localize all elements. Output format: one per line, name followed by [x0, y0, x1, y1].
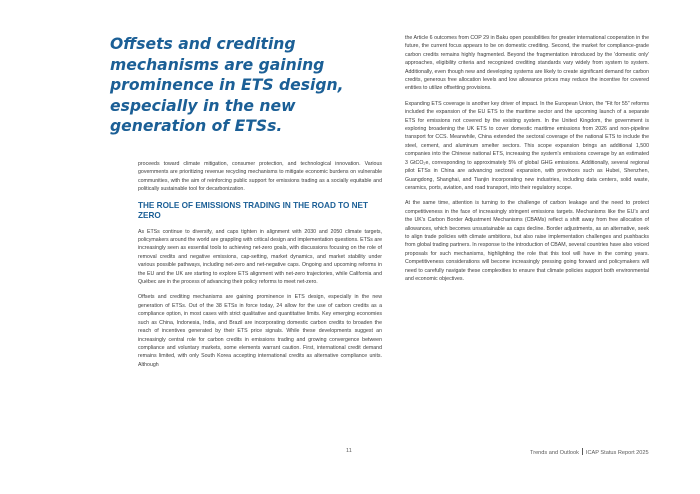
footer-report: ICAP Status Report 2025 [585, 450, 649, 456]
footer-section: Trends and Outlook [530, 450, 579, 456]
paragraph-leakage: At the same time, attention is turning to the challenge of carbon leakage and the need to protect competitiveness in the face of increasingly stringent emissions targets. Mechanisms like the EU's and the UK's Carbon Border Adjustment Mechanisms (CBAMs) reflect a shift away from free allocation of allowances, which becomes unsustainable as caps decline. Border adjustments, as an alternative, seek to align trade policies with climate ambitions, but also raise implementation challenges and pushbacks from global trading partners. In response to the introduction of CBAM, several countries have also voiced proposals for such mechanisms, highlighting the role that this tool will have in the coming years. Competitiveness considerations will become increasingly pressing going forward and policymakers will need to carefully navigate these complexities to ensure that climate policies support both environmental and economic objectives. [405, 200, 649, 282]
footer-divider [582, 448, 583, 455]
paragraph-article-6: the Article 6 outcomes from COP 29 in Baku open possibilities for greater international cooperation in the future, the current focus appears to be on domestic crediting. Second, the market for compliance-grade carbon credits remains highly fragmented. Beyond the fragmentation introduced by the 'domestic only' approaches, eligibility criteria and recognized crediting standards vary widely from system to system. Additionally, even though new and developing systems are likely to create significant demand for carbon credits, generous free allocation levels and low allowance prices may reduce the incentive for covered entities to utilize offsetting provisions. [405, 35, 649, 92]
page-number: 11 [346, 448, 352, 454]
paragraph-coverage: Expanding ETS coverage is another key driver of impact. In the European Union, the "Fit for 55" reforms included the expansion of the EU ETS to the maritime sector and the upcoming launch of a separate ETS for emissions not covered by the existing system. In the United Kingdom, the government is exploring broadening the UK ETS to cover domestic maritime emissions from 2026 and non-pipeline transport for CCS. Meanwhile, China extended the sectoral coverage of the national ETS to include the steel, cement, and aluminum smelter sectors. This scope expansion brings an additional 1,500 companies into the Chinese national ETS, increasing the system's emissions coverage by an estimated 3 GtCO₂e, corresponding to approximately 5% of global GHG emissions. Additionally, several regional pilot ETSs in China are advancing sectoral expansion, with provinces such as Hubei, Shenzhen, Guangdong, Shanghai, and Tianjin incorporating new industries, including data centers, solid waste, ceramics, ports, aviation, and road transport, into their regulatory scope. [405, 100, 649, 191]
paragraph-offsets: Offsets and crediting mechanisms are gaining prominence in ETS design, especially in the new generation of ETSs. Out of the 38 ETSs in force today, 24 allow for the use of carbon credits as a compliance option, in most cases with strict qualitative and quantitative limits. Key emerging economies such as China, Indonesia, India, and Brazil are incorporating domestic carbon credits to broaden the reach of incentives generated by their ETS price signals. While these developments suggest an increasingly central role for carbon credits in emissions trading and growing convergence between compliance and voluntary markets, some elements warrant caution. First, international credit demand remains limited, with only South Korea accepting international credits as alternative compliance units. Although [138, 294, 382, 368]
paragraph-net-zero: As ETSs continue to diversify, and caps tighten in alignment with 2030 and 2050 climate targets, policymakers around the world are grappling with critical design and implementation questions. ETSs are increasingly seen as essential tools to achieving net-zero goals, with discussions focusing on the role of removal credits and negative emissions, cap-setting, market dynamics, and market stability under various possible pathways, including net-zero and net-negative caps. Ongoing and upcoming reforms in the EU and the UK are starting to explore ETS alignment with net-zero trajectories, while California and Québec are in the process of advancing their policy reforms to meet net-zero. [138, 228, 382, 286]
running-footer [530, 448, 649, 456]
right-column [405, 34, 649, 290]
section-heading: THE ROLE OF EMISSIONS TRADING IN THE ROAD TO NET ZERO [138, 200, 369, 220]
page-footer [0, 448, 700, 460]
pull-quote: Offsets and crediting mechanisms are gaining prominence in ETS design, especially in the new generation of ETSs. [110, 35, 344, 135]
left-column [138, 160, 382, 376]
intro-paragraph: proceeds toward climate mitigation, consumer protection, and technological innovation. Various governments are prioritizing revenue recycling mechanisms to mitigate economic burdens on vulnerable communities, with the aim of reinforcing public support for emissions trading as a socially equitable and politically sustainable tool for decarbonization. [138, 161, 382, 193]
